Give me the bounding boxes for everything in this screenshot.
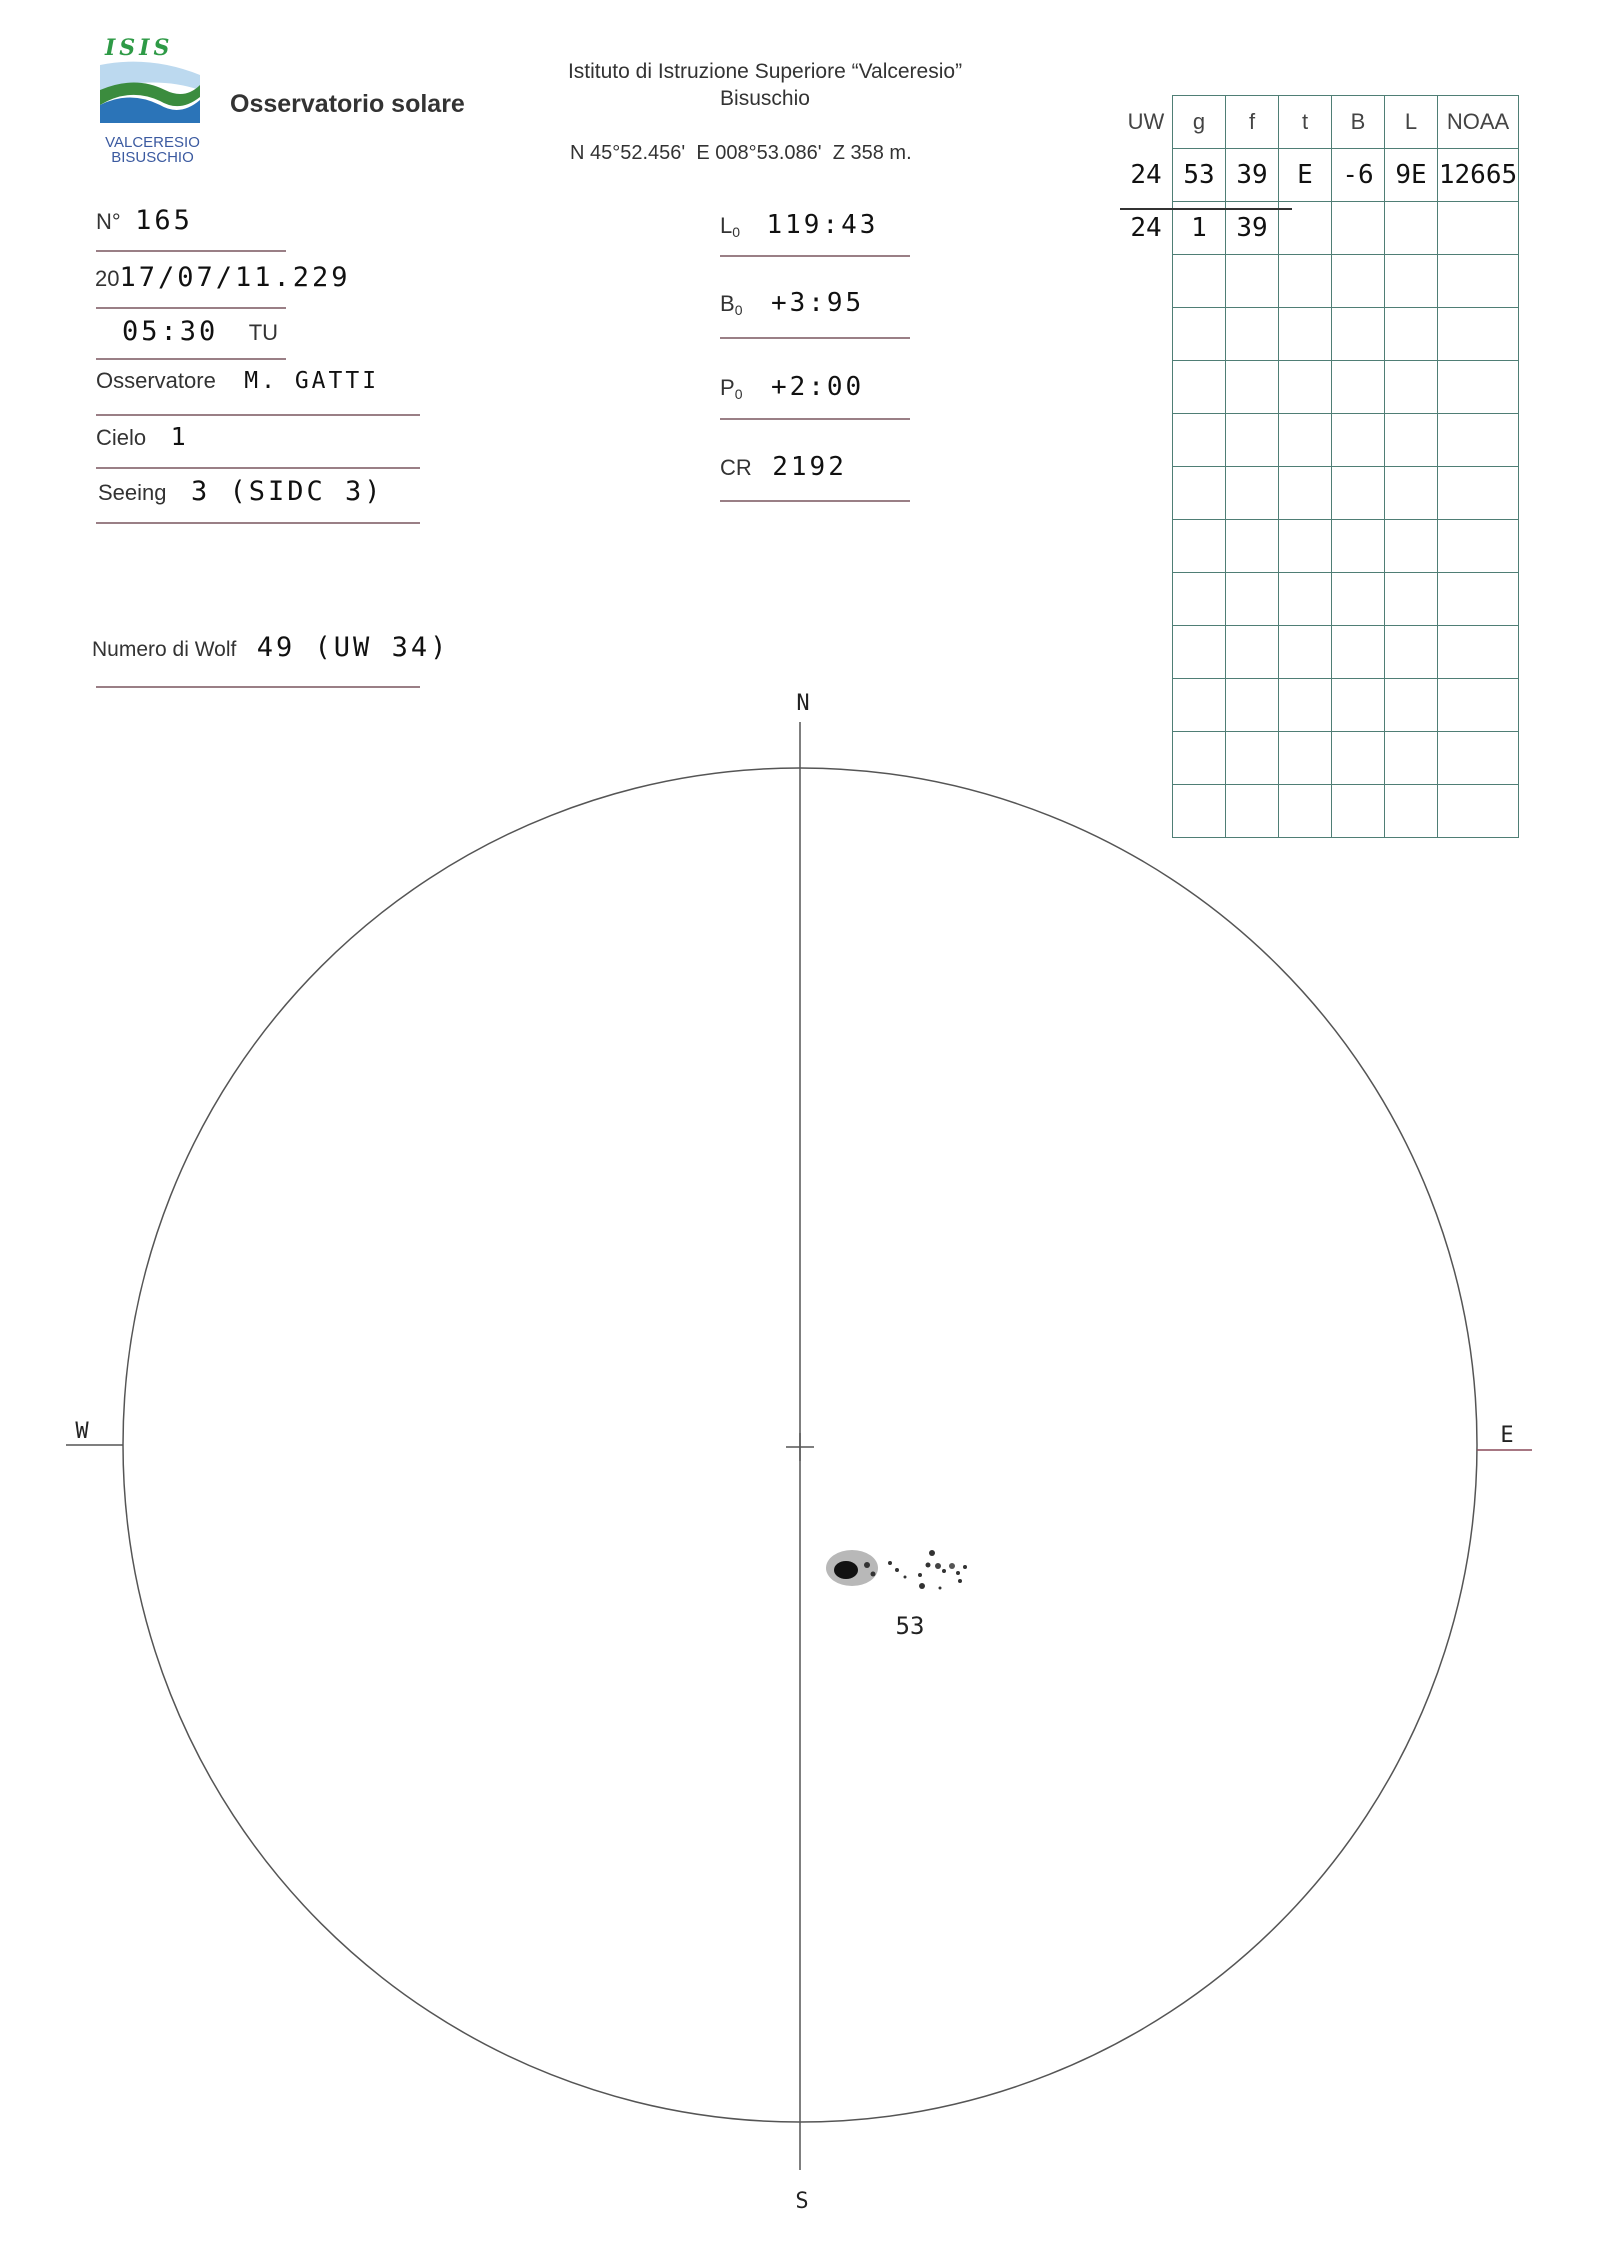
site-coordinates: N 45°52.456' E 008°53.086' Z 358 m. <box>570 142 912 164</box>
b0-subscript: 0 <box>734 302 743 319</box>
l0-label: L <box>720 213 733 238</box>
p0-value: +2:00 <box>770 372 865 402</box>
b0-value: +3:95 <box>770 288 865 318</box>
table-cell: 39 <box>1226 202 1279 255</box>
date-value: 17/07/11.229 <box>119 262 351 293</box>
wolf-label: Numero di Wolf <box>92 638 237 661</box>
table-cell: E <box>1279 149 1332 202</box>
table-cell: 24 <box>1120 149 1173 202</box>
number-label: N° <box>96 209 121 234</box>
institute-line-1: Istituto di Istruzione Superiore “Valceresio” <box>567 60 963 83</box>
logo-caption-2: BISUSCHIO <box>111 149 194 166</box>
table-cell: 1 <box>1173 202 1226 255</box>
table-cell: 53 <box>1173 149 1226 202</box>
table-header-cell: t <box>1279 96 1332 149</box>
date-prefix: 20 <box>95 266 120 291</box>
east-label: E <box>1500 1423 1514 1448</box>
logo-caption-1: VALCERESIO <box>105 134 200 151</box>
table-header-cell: UW <box>1120 96 1173 149</box>
sunspot-group-53 <box>826 1550 967 1590</box>
group-label: 53 <box>895 1612 925 1640</box>
observatory-title: Osservatorio solare <box>230 90 465 118</box>
seeing-label: Seeing <box>98 480 167 505</box>
cr-label: CR <box>720 455 752 480</box>
l0-value: 119:43 <box>766 210 879 240</box>
svg-text:ISIS: ISIS <box>105 35 174 61</box>
table-header-cell: g <box>1173 96 1226 149</box>
institute-line-2: Bisuschio <box>720 87 810 110</box>
south-label: S <box>795 2189 809 2214</box>
table-header-cell: NOAA <box>1438 96 1519 149</box>
number-value: 165 <box>135 205 193 236</box>
time-unit: TU <box>248 320 279 345</box>
table-cell: -6 <box>1332 149 1385 202</box>
b0-label: B <box>720 291 735 316</box>
time-value: 05:30 <box>122 316 219 347</box>
table-header-cell: B <box>1332 96 1385 149</box>
table-cell: 9E <box>1385 149 1438 202</box>
west-label: W <box>75 1419 89 1444</box>
p0-subscript: 0 <box>734 386 743 403</box>
p0-label: P <box>720 375 735 400</box>
table-cell: 24 <box>1120 202 1173 255</box>
north-label: N <box>796 691 810 716</box>
table-cell: 39 <box>1226 149 1279 202</box>
seeing-value: 3 (SIDC 3) <box>190 476 384 507</box>
table-cell: 12665 <box>1438 149 1519 202</box>
wolf-value: 49 (UW 34) <box>256 632 450 663</box>
observer-label: Osservatore <box>96 368 216 393</box>
sky-value: 1 <box>170 422 189 451</box>
sky-label: Cielo <box>96 425 147 450</box>
table-header-cell: f <box>1226 96 1279 149</box>
observer-value: M. GATTI <box>244 368 380 394</box>
table-header-cell: L <box>1385 96 1438 149</box>
l0-subscript: 0 <box>732 224 741 241</box>
cr-value: 2192 <box>772 452 847 482</box>
